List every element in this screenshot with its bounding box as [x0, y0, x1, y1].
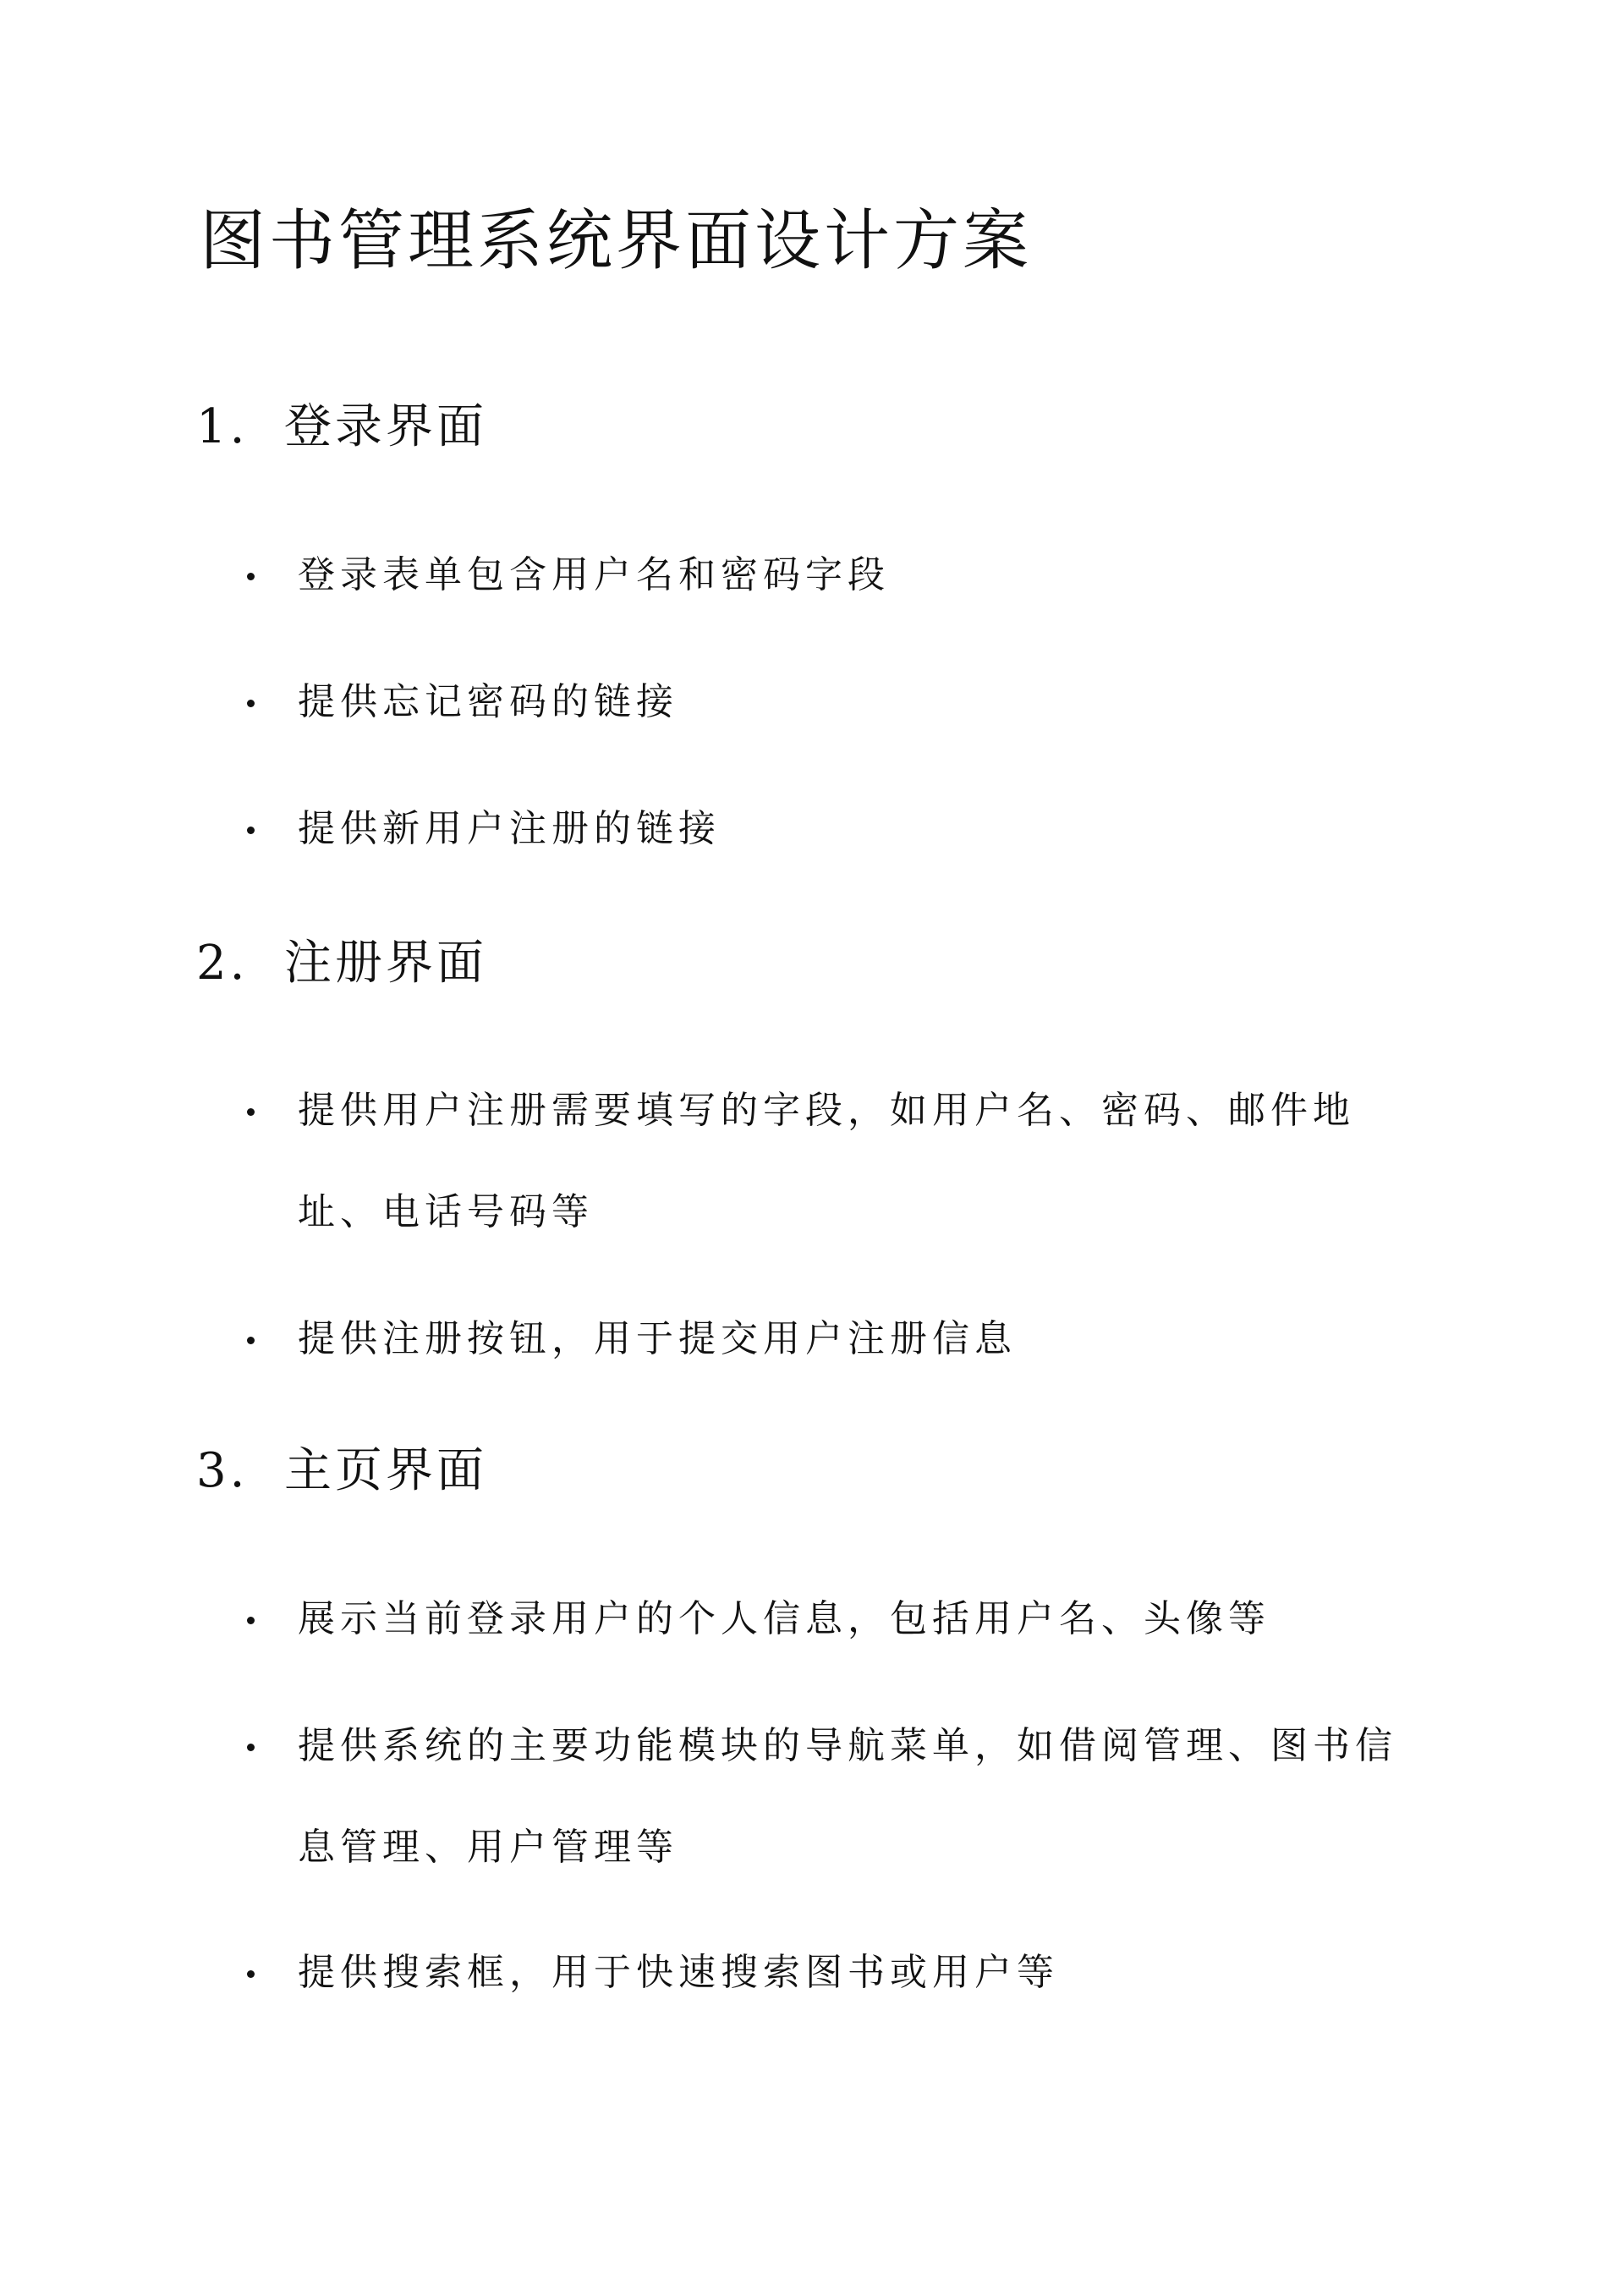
list-item-text: 登录表单包含用户名和密码字段: [298, 553, 890, 596]
bullet-dot-icon: [247, 1744, 255, 1751]
bullet-dot-icon: [247, 1108, 255, 1116]
list-item-text: 提供注册按钮，用于提交用户注册信息: [298, 1317, 1017, 1360]
list-item: [247, 1695, 1414, 1898]
list-item-text: 提供忘记密码的链接: [298, 680, 678, 723]
section-title: 登录界面: [284, 399, 487, 454]
list-item-text: 提供用户注册需要填写的字段，如用户名、密码、邮件地址、电话号码等: [298, 1089, 1355, 1233]
bullet-dot-icon: [247, 700, 255, 707]
bullet-dot-icon: [247, 827, 255, 834]
section-number: 1.: [196, 399, 249, 454]
list-item-text: 提供搜索框，用于快速搜索图书或用户等: [298, 1951, 1059, 1994]
list-item-text: 提供系统的主要功能模块的导航菜单，如借阅管理、图书信息管理、用户管理等: [298, 1724, 1397, 1869]
bullet-dot-icon: [247, 573, 255, 580]
list-item: [247, 651, 1414, 753]
section-number: 2.: [196, 936, 249, 991]
list-item: [247, 525, 1414, 626]
list-item: [247, 1060, 1414, 1263]
document-title: 图书管理系统界面设计方案: [200, 203, 1033, 279]
section-heading-login: [196, 398, 487, 457]
list-item: [247, 1288, 1414, 1390]
section-title: 主页界面: [284, 1443, 487, 1498]
section-number: 3.: [196, 1443, 249, 1498]
list-item: [247, 778, 1414, 880]
list-item-text: 提供新用户注册的链接: [298, 807, 721, 850]
list-item: [247, 1568, 1414, 1670]
bullet-dot-icon: [247, 1970, 255, 1978]
section-heading-register: [196, 934, 487, 993]
section-heading-home: [196, 1442, 487, 1501]
list-item-text: 展示当前登录用户的个人信息，包括用户名、头像等: [298, 1597, 1270, 1640]
bullet-dot-icon: [247, 1617, 255, 1624]
section-title: 注册界面: [284, 936, 487, 991]
bullet-dot-icon: [247, 1337, 255, 1344]
list-item: [247, 1922, 1414, 2024]
